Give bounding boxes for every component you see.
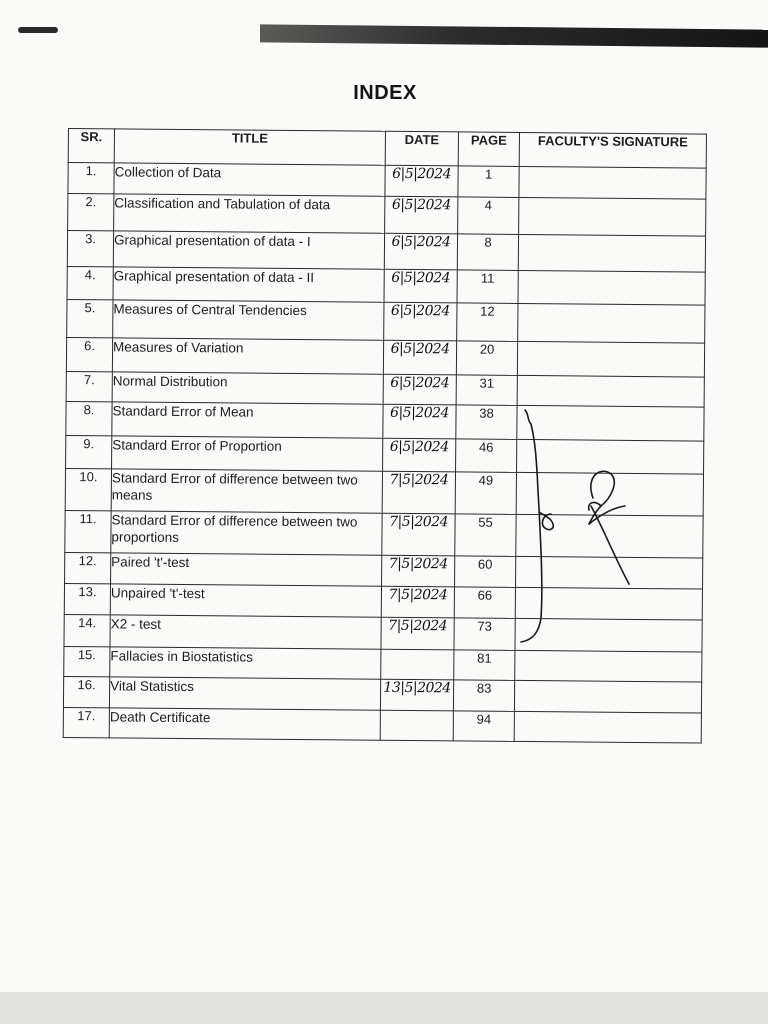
column-header-sr: SR. bbox=[68, 129, 114, 163]
row-page-cell: 60 bbox=[455, 556, 516, 588]
row-sr-cell: 11. bbox=[65, 510, 111, 552]
row-sr-cell: 10. bbox=[65, 468, 111, 510]
row-title-cell: X2 - test bbox=[110, 615, 381, 649]
row-sr-cell: 15. bbox=[64, 646, 110, 676]
row-sr-cell: 12. bbox=[65, 552, 111, 583]
row-sr-cell: 17. bbox=[63, 707, 109, 737]
row-page-cell: 66 bbox=[454, 587, 515, 619]
row-page-cell: 12 bbox=[457, 303, 518, 342]
column-header-signature: FACULTY'S SIGNATURE bbox=[519, 132, 706, 168]
row-date-cell: 7|5|2024 bbox=[382, 555, 455, 587]
row-date-cell: 6|5|2024 bbox=[384, 269, 457, 303]
row-sr-cell: 9. bbox=[66, 435, 112, 468]
row-sr-cell: 13. bbox=[64, 583, 110, 614]
row-page-cell: 31 bbox=[456, 375, 517, 406]
row-signature-cell bbox=[519, 166, 706, 199]
row-sr-cell: 6. bbox=[66, 337, 112, 371]
row-title-cell: Paired 't'-test bbox=[111, 553, 382, 586]
scan-edge-band bbox=[260, 24, 768, 47]
scan-smudge bbox=[18, 27, 58, 33]
row-page-cell: 8 bbox=[457, 234, 518, 271]
row-page-cell: 81 bbox=[454, 650, 515, 681]
row-signature-cell bbox=[519, 197, 706, 236]
row-date-cell: 13|5|2024 bbox=[380, 679, 453, 711]
row-signature-cell bbox=[517, 375, 704, 407]
row-sr-cell: 3. bbox=[67, 231, 113, 267]
handwritten-signature-icon bbox=[515, 408, 635, 648]
column-header-page: PAGE bbox=[458, 132, 519, 167]
row-page-cell: 73 bbox=[454, 618, 515, 651]
row-date-cell: 6|5|2024 bbox=[384, 233, 457, 270]
row-sr-cell: 5. bbox=[67, 299, 113, 337]
table-row bbox=[68, 194, 706, 237]
row-sr-cell: 2. bbox=[68, 194, 114, 231]
row-title-cell: Measures of Variation bbox=[112, 338, 383, 374]
row-title-cell: Standard Error of Proportion bbox=[112, 436, 383, 471]
row-date-cell: 7|5|2024 bbox=[381, 586, 454, 618]
row-date-cell: 6|5|2024 bbox=[383, 374, 456, 405]
row-page-cell: 46 bbox=[456, 439, 517, 473]
row-title-cell: Standard Error of difference between two means bbox=[111, 469, 382, 513]
row-sr-cell: 1. bbox=[68, 163, 114, 194]
table-row bbox=[67, 266, 705, 305]
row-date-cell: 7|5|2024 bbox=[382, 513, 455, 556]
row-title-cell: Graphical presentation of data - II bbox=[113, 267, 384, 302]
row-page-cell: 11 bbox=[457, 270, 518, 304]
scan-bottom-edge bbox=[0, 992, 768, 1024]
row-date-cell: 6|5|2024 bbox=[384, 302, 457, 341]
row-title-cell: Collection of Data bbox=[114, 163, 385, 196]
row-page-cell: 1 bbox=[458, 166, 519, 198]
row-title-cell: Standard Error of difference between two proportions bbox=[111, 511, 382, 555]
row-title-cell: Death Certificate bbox=[109, 708, 380, 740]
row-page-cell: 20 bbox=[456, 341, 517, 376]
row-sr-cell: 14. bbox=[64, 614, 110, 646]
row-page-cell: 55 bbox=[455, 514, 516, 557]
row-title-cell: Graphical presentation of data - I bbox=[113, 231, 384, 269]
row-date-cell: 7|5|2024 bbox=[382, 471, 455, 514]
row-title-cell: Vital Statistics bbox=[109, 677, 380, 710]
row-title-cell: Measures of Central Tendencies bbox=[113, 300, 384, 340]
row-date-cell: 6|5|2024 bbox=[385, 196, 458, 234]
table-row bbox=[67, 231, 705, 273]
table-row bbox=[66, 337, 704, 377]
row-date-cell: 7|5|2024 bbox=[381, 617, 454, 650]
row-sr-cell: 4. bbox=[67, 266, 113, 299]
row-title-cell: Classification and Tabulation of data bbox=[114, 194, 385, 233]
row-title-cell: Normal Distribution bbox=[112, 372, 383, 404]
table-row bbox=[63, 707, 701, 743]
row-date-cell: 6|5|2024 bbox=[383, 438, 456, 472]
page-title: INDEX bbox=[353, 82, 417, 104]
row-page-cell: 38 bbox=[456, 405, 517, 440]
row-page-cell: 83 bbox=[453, 680, 514, 712]
row-signature-cell bbox=[518, 270, 705, 305]
column-header-date: DATE bbox=[385, 131, 458, 166]
row-page-cell: 4 bbox=[458, 197, 519, 235]
row-date-cell bbox=[380, 710, 453, 741]
row-sr-cell: 7. bbox=[66, 371, 112, 401]
row-title-cell: Fallacies in Biostatistics bbox=[110, 647, 381, 679]
row-date-cell bbox=[381, 649, 454, 680]
row-page-cell: 94 bbox=[453, 711, 514, 742]
row-signature-cell bbox=[517, 341, 704, 377]
row-sr-cell: 16. bbox=[63, 676, 109, 707]
row-signature-cell bbox=[514, 711, 701, 743]
index-header-row bbox=[68, 129, 706, 169]
row-date-cell: 6|5|2024 bbox=[385, 165, 458, 197]
row-signature-cell bbox=[518, 303, 705, 343]
row-page-cell: 49 bbox=[455, 472, 516, 515]
row-title-cell: Standard Error of Mean bbox=[112, 402, 383, 438]
row-signature-cell bbox=[514, 680, 701, 713]
column-header-title: TITLE bbox=[114, 129, 385, 165]
row-date-cell: 6|5|2024 bbox=[383, 404, 456, 439]
row-title-cell: Unpaired 't'-test bbox=[110, 584, 381, 617]
table-row bbox=[67, 299, 705, 343]
row-date-cell: 6|5|2024 bbox=[383, 340, 456, 375]
row-signature-cell bbox=[515, 650, 702, 682]
row-sr-cell: 8. bbox=[66, 401, 112, 435]
row-signature-cell bbox=[518, 234, 705, 272]
